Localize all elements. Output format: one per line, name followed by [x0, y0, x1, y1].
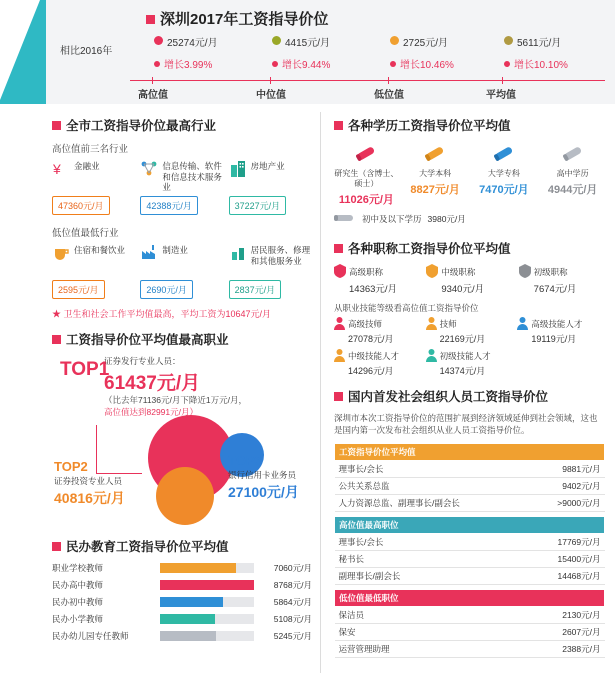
- row-value: >9000元/月: [528, 494, 605, 511]
- left-column: [46, 104, 320, 681]
- title-value: 7674元/月: [533, 284, 577, 295]
- occupation-bubble-chart: [52, 355, 312, 535]
- industry-value: 2595元/月: [52, 280, 105, 299]
- row-label: 秘书长: [335, 550, 491, 567]
- svg-text:¥: ¥: [53, 161, 61, 177]
- top3-rank: TOP3: [228, 453, 262, 468]
- dot-icon: [390, 36, 399, 45]
- diploma-icon: [491, 141, 517, 167]
- industry-value: 47360元/月: [52, 196, 110, 215]
- industry-value: 37227元/月: [229, 196, 287, 215]
- industry-card: [229, 159, 312, 215]
- badge-icon: [334, 264, 346, 278]
- industry-name: 制造业: [162, 245, 188, 255]
- top1-note2: 高位值达到82991元/月）: [104, 406, 198, 417]
- education-extra-item: [334, 211, 605, 227]
- top3-block: [228, 453, 299, 502]
- section-title-top-occupations: 工资指导价位平均值最高职业: [52, 330, 312, 348]
- teacher-value: 8768元/月: [273, 580, 312, 590]
- education-value: 7470元/月: [479, 184, 529, 196]
- skill-item: [426, 317, 514, 345]
- teacher-value: 7060元/月: [273, 563, 312, 573]
- skill-item-spacer: [517, 349, 605, 377]
- row-label: 理事长/会长: [335, 533, 491, 550]
- industry-name: 居民服务、修理和其他服务业: [250, 245, 311, 266]
- section-title-private-education: 民办教育工资指导价位平均值: [52, 537, 312, 555]
- education-item: [334, 141, 399, 207]
- table-header: 工资指导价位平均值: [335, 443, 605, 460]
- right-column: [326, 104, 611, 681]
- row-value: 2388元/月: [486, 640, 605, 657]
- diploma-icon: [560, 141, 586, 167]
- skill-value: 19119元/月: [531, 334, 577, 344]
- table-row: [335, 606, 605, 623]
- cup-icon: [52, 243, 71, 262]
- table-row: [335, 567, 605, 584]
- education-item: [403, 141, 468, 207]
- teacher-name: 民办高中教师: [52, 580, 104, 590]
- bar-track: [160, 580, 254, 590]
- bubble-top2: [156, 467, 214, 525]
- table-row: [335, 460, 605, 477]
- row-label: 副理事长/副会长: [335, 567, 491, 584]
- dot-icon: [272, 36, 281, 45]
- teacher-bar-row: [52, 562, 312, 574]
- industry-name: 金融业: [74, 161, 100, 171]
- skill-item: [517, 317, 605, 345]
- top1-rank: TOP1: [60, 359, 110, 380]
- compare-label: 相比2016年: [60, 46, 113, 57]
- skill-note: 从职业技能等级看高位值工资指导价位: [334, 303, 479, 313]
- table-row: [335, 640, 605, 657]
- teacher-bar-row: [52, 630, 312, 642]
- row-value: 17769元/月: [491, 533, 605, 550]
- skill-group-row: [334, 317, 605, 345]
- badge-icon: [519, 264, 531, 278]
- network-icon: [140, 159, 159, 178]
- teacher-name: 民办初中教师: [52, 597, 104, 607]
- top1-block: [60, 359, 109, 381]
- skill-group-row: [334, 349, 605, 377]
- low-industry-cards: [52, 243, 312, 299]
- title-item: [426, 264, 512, 295]
- row-value: 2607元/月: [486, 623, 605, 640]
- column-divider: [320, 112, 321, 673]
- factory-icon: [140, 243, 159, 262]
- row-label: 人力资源总监、副理事长/副会长: [335, 494, 528, 511]
- industry-card: [140, 243, 223, 299]
- skill-value: 14296元/月: [348, 366, 394, 376]
- banner-axis-labels: 高位值 中位值 低位值 平均值: [138, 90, 516, 101]
- section-title-professional-titles: 各种职称工资指导价位平均值: [334, 239, 605, 257]
- growth-dot-icon: [272, 61, 278, 67]
- skill-name: 高级技师: [348, 319, 383, 329]
- title-name: 高级职称: [349, 267, 384, 277]
- top2-name: 证券投资专业人员: [54, 476, 123, 486]
- person-icon: [334, 349, 345, 362]
- row-value: 15400元/月: [491, 550, 605, 567]
- skill-name: 初级技能人才: [439, 351, 491, 361]
- teacher-name: 民办小学教师: [52, 614, 104, 624]
- skill-item: [334, 317, 422, 345]
- banner-metric-1: 4415元/月 增长9.44%: [272, 34, 392, 71]
- industry-name: 房地产业: [250, 161, 285, 171]
- teacher-value: 5108元/月: [273, 614, 312, 624]
- building-icon: [229, 159, 248, 178]
- teacher-value: 5864元/月: [273, 597, 312, 607]
- row-value: 9402元/月: [528, 477, 605, 494]
- top1-value: 61437元/月: [104, 373, 201, 394]
- title-square-icon: [146, 15, 155, 24]
- title-name: 初级职称: [533, 267, 568, 277]
- skill-item: [426, 349, 514, 377]
- education-group: [334, 141, 605, 207]
- diploma-icon: [353, 141, 379, 167]
- row-value: 14468元/月: [491, 567, 605, 584]
- person-icon: [426, 317, 437, 330]
- row-label: 公共关系总监: [335, 477, 528, 494]
- growth-dot-icon: [154, 61, 160, 67]
- industry-value: 2690元/月: [140, 280, 193, 299]
- education-name: 高中学历: [556, 169, 589, 178]
- teacher-bar-row: [52, 596, 312, 608]
- section-square-icon: [52, 335, 61, 344]
- section-square-icon: [334, 244, 343, 253]
- bar-track: [160, 614, 254, 624]
- teacher-bar-row: [52, 613, 312, 625]
- row-label: 保洁员: [335, 606, 486, 623]
- table-row: [335, 550, 605, 567]
- dot-icon: [154, 36, 163, 45]
- bar-track: [160, 563, 254, 573]
- teacher-bar-row: [52, 579, 312, 591]
- subtitle-high-industries: 高位值前三名行业: [52, 144, 129, 155]
- table-header: 低位值最低职位: [335, 589, 605, 606]
- section-title-education: 各种学历工资指导价位平均值: [334, 116, 605, 134]
- table-row: [335, 477, 605, 494]
- person-icon: [334, 317, 345, 330]
- high-industry-cards: [52, 159, 312, 215]
- table-average: [334, 443, 605, 512]
- title-group: [334, 264, 605, 295]
- title-value: 9340元/月: [441, 284, 485, 295]
- top2-value: 40816元/月: [54, 490, 125, 506]
- badge-icon: [426, 264, 438, 278]
- top1-occupation-name: 证券发行专业人员：: [104, 356, 181, 366]
- teacher-bar-chart: [52, 562, 312, 642]
- skill-value: 22169元/月: [439, 334, 486, 344]
- person-icon: [517, 317, 528, 330]
- bar-track: [160, 597, 254, 607]
- education-value: 4944元/月: [547, 184, 598, 196]
- industry-card: [52, 243, 135, 299]
- row-value: 2130元/月: [486, 606, 605, 623]
- banner-metric-2: 2725元/月 增长10.46%: [390, 34, 510, 71]
- education-name: 大学本科: [419, 169, 452, 178]
- title-value: 14363元/月: [349, 284, 398, 295]
- table-row: [335, 494, 605, 511]
- person-icon: [426, 349, 437, 362]
- row-value: 9881元/月: [528, 460, 605, 477]
- industry-name: 住宿和餐饮业: [74, 245, 126, 255]
- industry-card: [140, 159, 223, 215]
- table-lowest: [334, 589, 605, 658]
- table-header: 高位值最高职位: [335, 516, 605, 533]
- education-extra-name: 初中及以下学历: [362, 214, 422, 224]
- industry-value: 42388元/月: [140, 196, 198, 215]
- skill-name: 中级技能人才: [348, 351, 400, 361]
- education-name: 研究生（含博士、硕士）: [334, 169, 399, 188]
- education-item: [472, 141, 537, 207]
- row-label: 运营管理助理: [335, 640, 486, 657]
- skill-value: 27078元/月: [348, 334, 394, 344]
- growth-dot-icon: [390, 61, 396, 67]
- tools-icon: [229, 243, 248, 262]
- diploma-icon: [334, 211, 356, 227]
- skill-value: 14374元/月: [439, 366, 486, 376]
- banner-metric-3: 5611元/月 增长10.10%: [504, 34, 615, 71]
- yen-icon: [52, 159, 71, 178]
- skill-name: 技师: [439, 319, 457, 329]
- title-item: [519, 264, 605, 295]
- row-label: 理事长/会长: [335, 460, 528, 477]
- teacher-name: 民办幼儿园专任教师: [52, 631, 129, 641]
- top2-rank: TOP2: [54, 459, 88, 474]
- note-health-industry: ★ 卫生和社会工作平均值最高，平均工资为10647元/月: [52, 309, 272, 319]
- industry-card: [52, 159, 135, 215]
- industry-card: [229, 243, 312, 299]
- growth-dot-icon: [504, 61, 510, 67]
- banner: [46, 0, 615, 104]
- section-square-icon: [334, 121, 343, 130]
- table-row: [335, 623, 605, 640]
- banner-metric-0: 25274元/月 增长3.99%: [154, 34, 274, 71]
- top3-value: 27100元/月: [228, 484, 299, 500]
- diploma-icon: [422, 141, 448, 167]
- subtitle-low-industries: 低位值最低行业: [52, 228, 119, 239]
- section-square-icon: [52, 121, 61, 130]
- teacher-name: 职业学校教师: [52, 563, 104, 573]
- top1-note1: （比去年71136元/月下降近1万元/月，: [104, 395, 247, 405]
- education-value: 11026元/月: [338, 194, 394, 206]
- education-name: 大学专科: [487, 169, 520, 178]
- section-title-top-industries: 全市工资指导价位最高行业: [52, 116, 312, 134]
- top3-name: 银行信用卡业务员: [228, 470, 297, 480]
- title-item: [334, 264, 420, 295]
- dot-icon: [504, 36, 513, 45]
- section-square-icon: [334, 392, 343, 401]
- teacher-value: 5245元/月: [273, 631, 312, 641]
- education-value: 8827元/月: [410, 184, 460, 196]
- banner-axis: [130, 80, 605, 81]
- banner-metrics: [46, 34, 615, 72]
- skill-item: [334, 349, 422, 377]
- section-square-icon: [52, 542, 61, 551]
- industry-name: 信息传输、软件和信息技术服务业: [162, 161, 222, 193]
- social-orgs-paragraph: 深圳市本次工资指导价位的范围扩展到经济领域延伸到社会领域，这也是国内第一次发布社会组织从业人员工资指导价位。: [334, 413, 598, 436]
- row-label: 保安: [335, 623, 486, 640]
- skill-name: 高级技能人才: [531, 319, 583, 329]
- page-title: 深圳2017年工资指导价位: [146, 8, 328, 29]
- education-extra-value: 3980元/月: [427, 214, 466, 224]
- table-row: [335, 533, 605, 550]
- education-item: [540, 141, 605, 207]
- table-highest: [334, 516, 605, 585]
- industry-value: 2837元/月: [229, 280, 282, 299]
- section-title-social-orgs: 国内首发社会组织人员工资指导价位: [334, 387, 605, 405]
- top2-block: [54, 459, 125, 508]
- title-name: 中级职称: [441, 267, 476, 277]
- bar-track: [160, 631, 254, 641]
